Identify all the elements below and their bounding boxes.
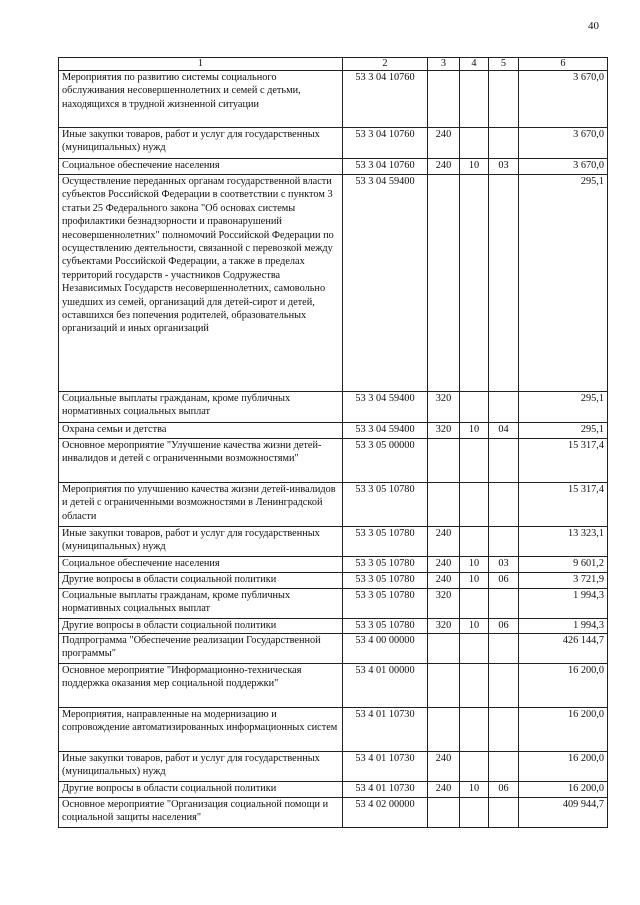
- row-col-5: 06: [489, 619, 519, 634]
- row-name: Охрана семьи и детства: [59, 423, 343, 439]
- row-amount: 426 144,7: [519, 634, 608, 664]
- row-col-4: [460, 708, 489, 752]
- row-amount: 409 944,7: [519, 798, 608, 828]
- row-col-3: [428, 175, 460, 392]
- row-col-3: [428, 798, 460, 828]
- table-row: [59, 128, 608, 159]
- row-col-5: 06: [489, 782, 519, 798]
- row-name: Мероприятия, направленные на модернизацию и сопровождение автоматизированных информационных систем: [59, 708, 343, 752]
- row-name: Социальные выплаты гражданам, кроме публичных нормативных социальных выплат: [59, 589, 343, 619]
- row-col-4: [460, 71, 489, 128]
- row-col-5: [489, 128, 519, 159]
- budget-table: [58, 57, 608, 828]
- col-header-3: 3: [428, 58, 460, 71]
- row-col-4: 10: [460, 573, 489, 589]
- row-col-5: [489, 527, 519, 557]
- row-col-5: [489, 634, 519, 664]
- row-name: Мероприятия по улучшению качества жизни детей-инвалидов и детей с ограниченными возможностями в Ленинградской области: [59, 483, 343, 527]
- row-name: Другие вопросы в области социальной политики: [59, 619, 343, 634]
- row-code: 53 3 05 10780: [343, 573, 428, 589]
- row-name: Социальное обеспечение населения: [59, 557, 343, 573]
- row-code: 53 3 04 59400: [343, 175, 428, 392]
- row-amount: 16 200,0: [519, 664, 608, 708]
- row-amount: 3 670,0: [519, 159, 608, 175]
- col-header-2: 2: [343, 58, 428, 71]
- row-col-3: 240: [428, 557, 460, 573]
- row-name: Социальное обеспечение населения: [59, 159, 343, 175]
- row-code: 53 3 05 10780: [343, 589, 428, 619]
- row-name: Иные закупки товаров, работ и услуг для государственных (муниципальных) нужд: [59, 752, 343, 782]
- row-code: 53 3 05 10780: [343, 527, 428, 557]
- row-col-3: [428, 634, 460, 664]
- row-code: 53 3 04 59400: [343, 423, 428, 439]
- row-col-4: [460, 589, 489, 619]
- row-col-4: [460, 392, 489, 423]
- row-name: Осуществление переданных органам государственной власти субъектов Российской Федерации в соответствии с пунктом 3 статьи 25 Федерального закона "Об основах системы профилактики безнадзорности и правонарушений несовершеннолетних" полномочий Российской Федерации по осуществлению деятельности, связанной с перевозкой между субъектами Российской Федерации, а также в пределах территорий государств - участников Содружества Независимых Государств несовершеннолетних, самовольно ушедших из семей, организаций для детей-сирот и детей, оставшихся без попечения родителей, образовательных организаций и иных организаций: [59, 175, 343, 392]
- table-row: [59, 423, 608, 439]
- row-code: 53 3 04 10760: [343, 71, 428, 128]
- row-col-5: [489, 752, 519, 782]
- table-row: [59, 557, 608, 573]
- row-col-5: 06: [489, 573, 519, 589]
- table-row: [59, 483, 608, 527]
- row-col-4: [460, 175, 489, 392]
- row-code: 53 4 01 10730: [343, 708, 428, 752]
- table-row: [59, 708, 608, 752]
- row-col-4: [460, 527, 489, 557]
- row-name: Другие вопросы в области социальной политики: [59, 782, 343, 798]
- row-amount: 295,1: [519, 175, 608, 392]
- row-amount: 1 994,3: [519, 619, 608, 634]
- table-row: [59, 439, 608, 483]
- row-name: Иные закупки товаров, работ и услуг для государственных (муниципальных) нужд: [59, 527, 343, 557]
- col-header-6: 6: [519, 58, 608, 71]
- row-amount: 9 601,2: [519, 557, 608, 573]
- row-name: Иные закупки товаров, работ и услуг для государственных (муниципальных) нужд: [59, 128, 343, 159]
- row-name: Другие вопросы в области социальной политики: [59, 573, 343, 589]
- row-name: Основное мероприятие "Организация социальной помощи и социальной защиты населения": [59, 798, 343, 828]
- row-col-3: [428, 483, 460, 527]
- row-amount: 3 670,0: [519, 128, 608, 159]
- row-code: 53 3 04 59400: [343, 392, 428, 423]
- row-col-3: 240: [428, 573, 460, 589]
- row-col-5: [489, 175, 519, 392]
- table-row: [59, 752, 608, 782]
- row-col-3: 320: [428, 619, 460, 634]
- row-col-5: 03: [489, 159, 519, 175]
- row-amount: 1 994,3: [519, 589, 608, 619]
- row-col-4: 10: [460, 619, 489, 634]
- row-amount: 13 323,1: [519, 527, 608, 557]
- row-col-3: 240: [428, 159, 460, 175]
- row-col-3: 240: [428, 752, 460, 782]
- row-col-4: [460, 128, 489, 159]
- row-col-4: [460, 634, 489, 664]
- row-col-3: [428, 439, 460, 483]
- table-row: [59, 175, 608, 392]
- table-body: [59, 71, 608, 828]
- row-col-5: [489, 798, 519, 828]
- row-amount: 16 200,0: [519, 752, 608, 782]
- row-col-3: 320: [428, 392, 460, 423]
- table-row: [59, 634, 608, 664]
- row-col-5: [489, 708, 519, 752]
- row-col-3: 240: [428, 527, 460, 557]
- row-col-5: [489, 664, 519, 708]
- row-col-3: [428, 71, 460, 128]
- col-header-5: 5: [489, 58, 519, 71]
- row-col-3: [428, 708, 460, 752]
- row-code: 53 4 01 00000: [343, 664, 428, 708]
- row-amount: 295,1: [519, 423, 608, 439]
- table-row: [59, 159, 608, 175]
- row-code: 53 4 00 00000: [343, 634, 428, 664]
- row-col-5: [489, 589, 519, 619]
- row-col-4: 10: [460, 557, 489, 573]
- row-col-4: 10: [460, 159, 489, 175]
- table-row: [59, 664, 608, 708]
- table-row: [59, 71, 608, 128]
- row-code: 53 4 02 00000: [343, 798, 428, 828]
- table-row: [59, 392, 608, 423]
- row-amount: 15 317,4: [519, 483, 608, 527]
- row-col-5: 04: [489, 423, 519, 439]
- row-amount: 16 200,0: [519, 708, 608, 752]
- row-col-4: [460, 798, 489, 828]
- row-col-4: [460, 664, 489, 708]
- table-row: [59, 798, 608, 828]
- row-code: 53 3 05 10780: [343, 483, 428, 527]
- row-col-5: [489, 483, 519, 527]
- table-row: [59, 573, 608, 589]
- row-col-4: 10: [460, 782, 489, 798]
- row-code: 53 3 05 10780: [343, 619, 428, 634]
- row-col-3: 320: [428, 589, 460, 619]
- row-col-5: [489, 71, 519, 128]
- row-name: Мероприятия по развитию системы социального обслуживания несовершеннолетних и семей с детьми, находящихся в трудной жизненной ситуации: [59, 71, 343, 128]
- row-code: 53 4 01 10730: [343, 752, 428, 782]
- row-code: 53 3 05 00000: [343, 439, 428, 483]
- row-amount: 15 317,4: [519, 439, 608, 483]
- row-code: 53 3 05 10780: [343, 557, 428, 573]
- page-number: 40: [588, 20, 599, 32]
- row-name: Социальные выплаты гражданам, кроме публичных нормативных социальных выплат: [59, 392, 343, 423]
- row-col-4: 10: [460, 423, 489, 439]
- col-header-4: 4: [460, 58, 489, 71]
- row-col-5: 03: [489, 557, 519, 573]
- row-code: 53 4 01 10730: [343, 782, 428, 798]
- row-name: Основное мероприятие "Информационно-техническая поддержка оказания мер социальной поддержки": [59, 664, 343, 708]
- row-amount: 3 721,9: [519, 573, 608, 589]
- row-col-4: [460, 483, 489, 527]
- row-amount: 295,1: [519, 392, 608, 423]
- col-header-1: 1: [59, 58, 343, 71]
- header-row: [59, 58, 608, 71]
- table-row: [59, 619, 608, 634]
- table-row: [59, 589, 608, 619]
- row-name: Основное мероприятие "Улучшение качества жизни детей-инвалидов и детей с ограниченными возможностями": [59, 439, 343, 483]
- row-col-3: 320: [428, 423, 460, 439]
- row-col-3: 240: [428, 128, 460, 159]
- table-row: [59, 782, 608, 798]
- row-amount: 3 670,0: [519, 71, 608, 128]
- row-code: 53 3 04 10760: [343, 159, 428, 175]
- row-col-3: 240: [428, 782, 460, 798]
- row-col-5: [489, 392, 519, 423]
- table-row: [59, 527, 608, 557]
- row-amount: 16 200,0: [519, 782, 608, 798]
- row-code: 53 3 04 10760: [343, 128, 428, 159]
- row-col-4: [460, 439, 489, 483]
- row-col-5: [489, 439, 519, 483]
- row-name: Подпрограмма "Обеспечение реализации Государственной программы": [59, 634, 343, 664]
- row-col-4: [460, 752, 489, 782]
- row-col-3: [428, 664, 460, 708]
